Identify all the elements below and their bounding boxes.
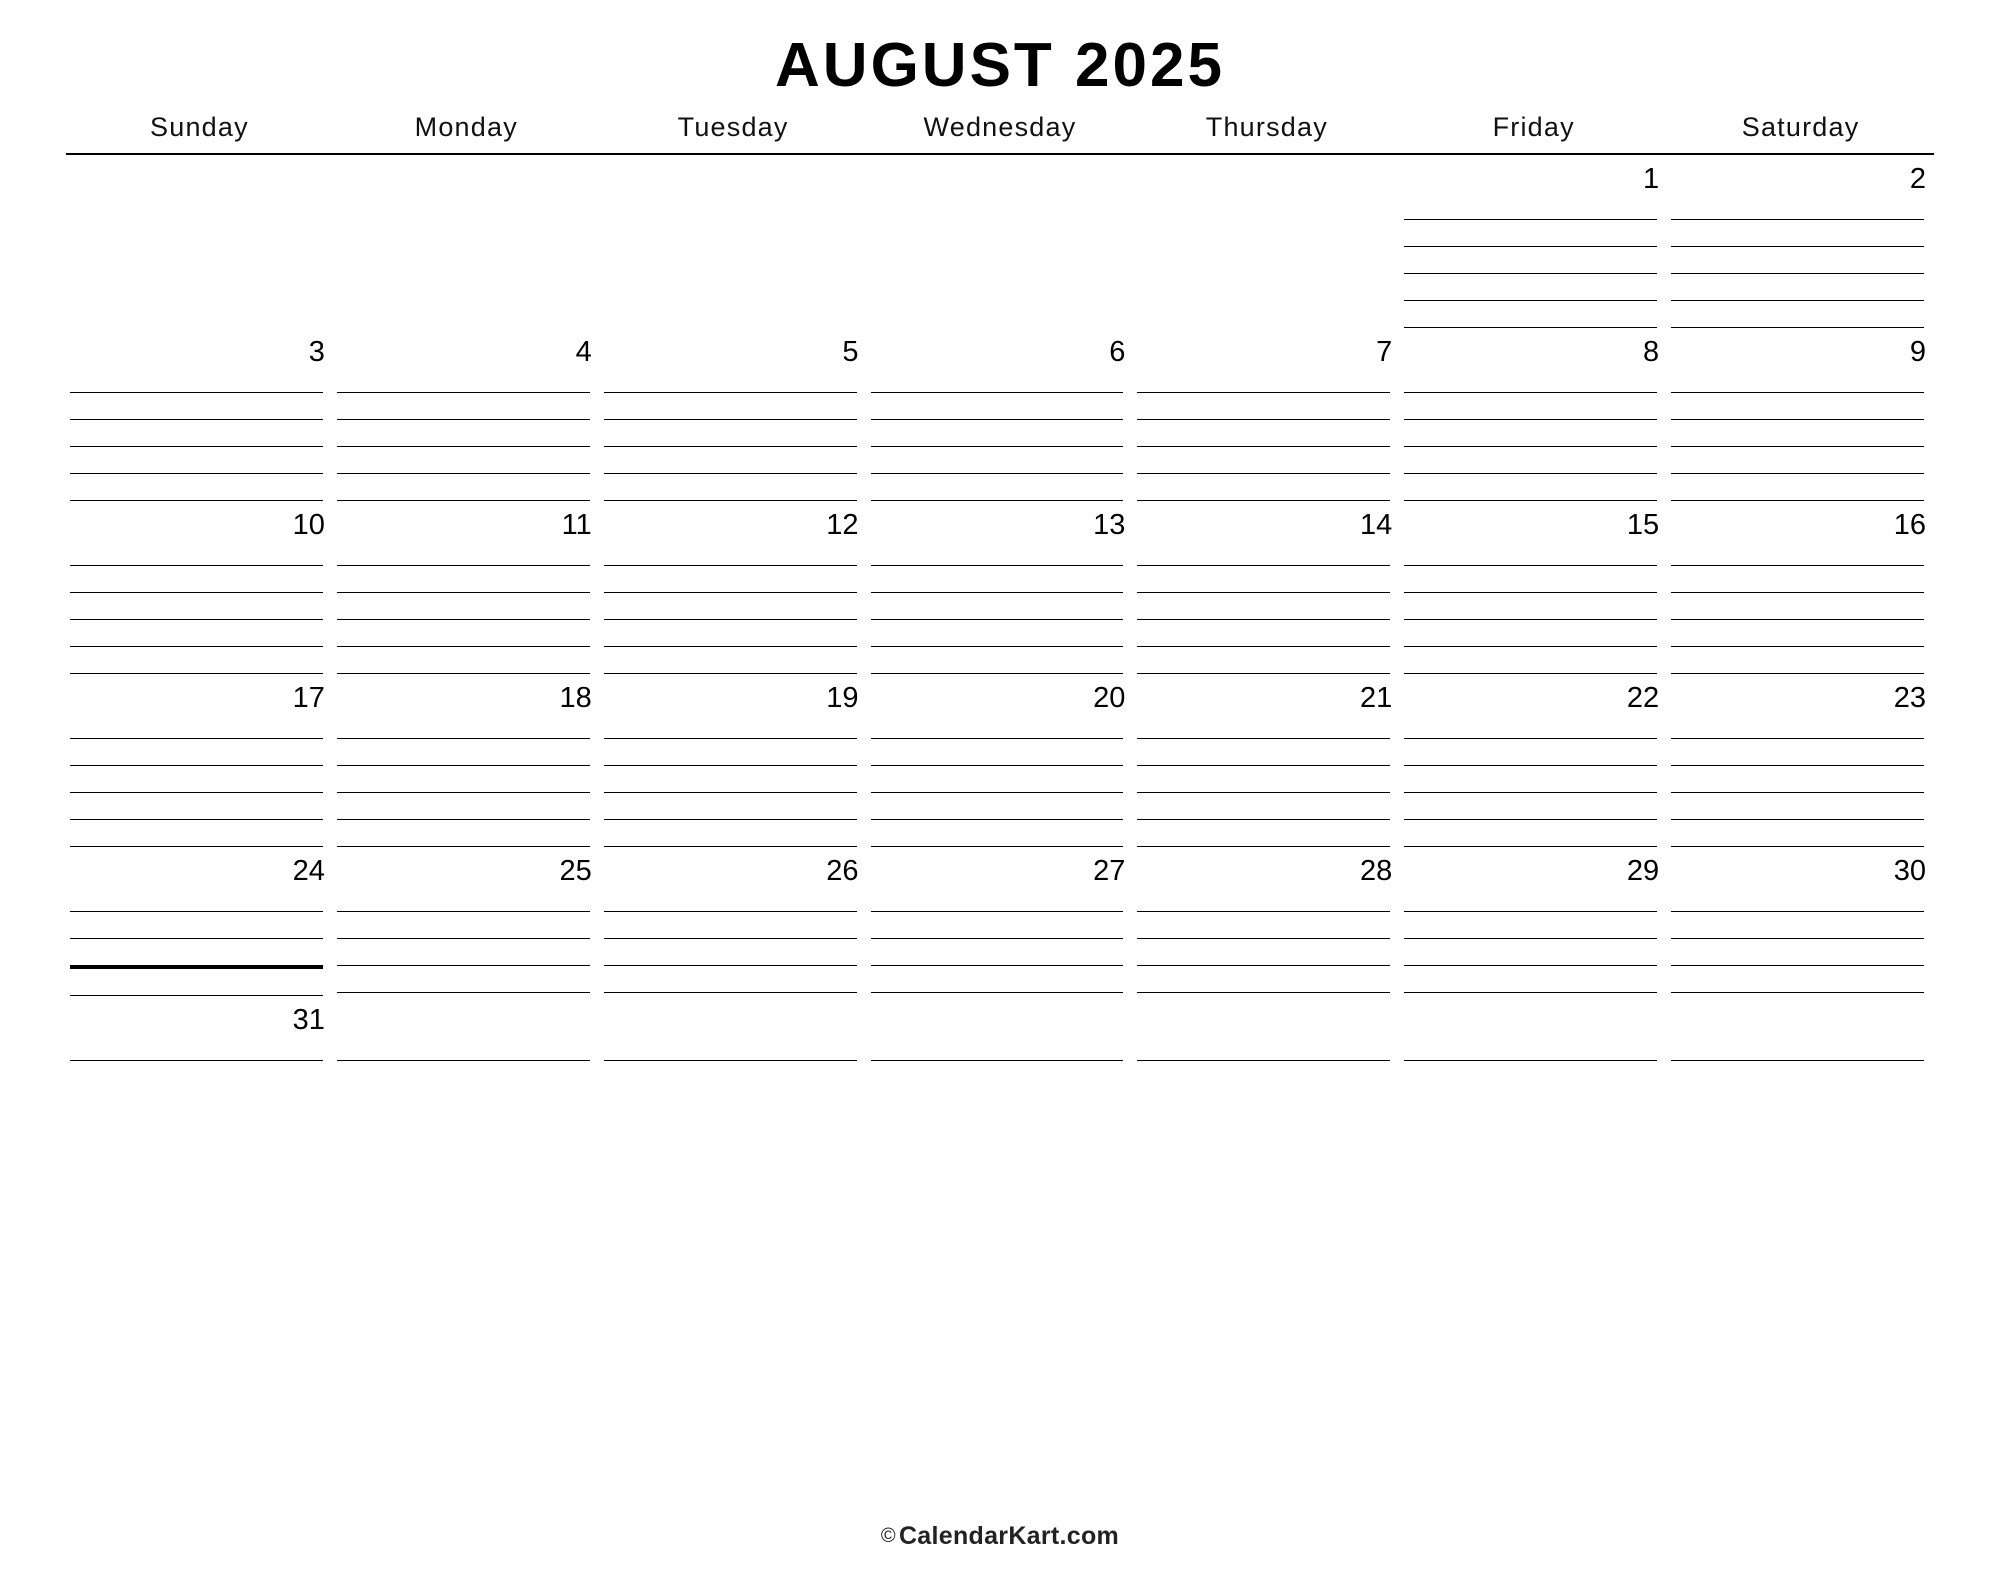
note-line[interactable] <box>1404 474 1657 501</box>
note-line[interactable] <box>1671 447 1924 474</box>
note-lines[interactable] <box>1133 885 1400 993</box>
calendar-day-cell[interactable] <box>1400 674 1667 847</box>
note-line[interactable] <box>70 793 323 820</box>
note-line[interactable] <box>1137 885 1390 912</box>
calendar-day-cell[interactable] <box>333 501 600 674</box>
note-lines[interactable] <box>1400 885 1667 993</box>
weekday-monday: Monday <box>414 112 518 143</box>
note-line[interactable] <box>337 739 590 766</box>
calendar-day-cell-empty[interactable] <box>867 155 1134 328</box>
calendar-day-cell[interactable] <box>1400 328 1667 501</box>
day-number: 16 <box>1893 509 1926 542</box>
note-line[interactable] <box>1404 447 1657 474</box>
note-line[interactable] <box>1137 620 1390 647</box>
calendar-day-cell[interactable] <box>66 674 333 847</box>
note-line[interactable] <box>604 393 857 420</box>
note-lines[interactable] <box>867 1034 1134 1061</box>
calendar-week-row <box>66 155 1934 328</box>
note-lines[interactable] <box>1667 1034 1934 1061</box>
note-line[interactable] <box>70 647 323 674</box>
note-lines[interactable] <box>1133 366 1400 501</box>
note-lines[interactable] <box>1400 1034 1667 1061</box>
note-line[interactable] <box>1137 393 1390 420</box>
calendar-day-cell[interactable] <box>333 847 600 996</box>
note-lines[interactable] <box>1133 539 1400 674</box>
note-line[interactable] <box>337 447 590 474</box>
note-line[interactable] <box>337 939 590 966</box>
note-line[interactable] <box>1404 912 1657 939</box>
day-number: 13 <box>1093 509 1126 542</box>
calendar-day-cell[interactable] <box>1667 501 1934 674</box>
weekday-saturday: Saturday <box>1741 112 1860 143</box>
note-line[interactable] <box>604 939 857 966</box>
calendar-day-cell[interactable] <box>1400 847 1667 996</box>
day-number: 15 <box>1626 509 1660 542</box>
note-line[interactable] <box>604 620 857 647</box>
day-number: 20 <box>1093 682 1126 715</box>
note-line[interactable] <box>604 539 857 566</box>
calendar-day-cell[interactable] <box>333 674 600 847</box>
note-line[interactable] <box>1671 593 1924 620</box>
calendar-day-cell-empty[interactable] <box>867 996 1134 1126</box>
note-line[interactable] <box>337 593 590 620</box>
note-line[interactable] <box>604 966 857 993</box>
note-line[interactable] <box>1404 712 1657 739</box>
calendar-day-cell-empty[interactable] <box>1667 996 1934 1126</box>
calendar-page <box>0 32 2000 1577</box>
day-number: 23 <box>1893 682 1926 715</box>
note-lines[interactable] <box>333 885 600 993</box>
note-line[interactable] <box>337 539 590 566</box>
note-line[interactable] <box>1671 366 1924 393</box>
calendar-day-cell[interactable] <box>867 674 1134 847</box>
note-line[interactable] <box>1137 766 1390 793</box>
day-number: 8 <box>1643 336 1660 369</box>
note-lines[interactable] <box>333 712 600 847</box>
day-number: 10 <box>292 509 325 542</box>
day-number: 17 <box>292 682 325 715</box>
note-line[interactable] <box>337 966 590 993</box>
note-line[interactable] <box>1137 566 1390 593</box>
calendar-day-cell[interactable] <box>1667 674 1934 847</box>
calendar-day-cell-empty[interactable] <box>1133 996 1400 1126</box>
note-line[interactable] <box>1404 885 1657 912</box>
note-line[interactable] <box>871 447 1124 474</box>
day-number: 11 <box>561 509 592 542</box>
calendar-day-cell-empty[interactable] <box>600 155 867 328</box>
note-line[interactable] <box>1404 1034 1657 1061</box>
note-line[interactable] <box>70 969 323 996</box>
note-line[interactable] <box>604 793 857 820</box>
note-line[interactable] <box>337 566 590 593</box>
note-line[interactable] <box>871 766 1124 793</box>
weekday-wednesday: Wednesday <box>923 112 1077 143</box>
note-line[interactable] <box>1404 301 1657 328</box>
note-line[interactable] <box>1137 447 1390 474</box>
note-lines[interactable] <box>1667 366 1934 501</box>
calendar-day-cell[interactable] <box>1667 328 1934 501</box>
note-line[interactable] <box>604 593 857 620</box>
note-line[interactable] <box>871 939 1124 966</box>
weekday-thursday: Thursday <box>1205 112 1328 143</box>
note-lines[interactable] <box>1400 539 1667 674</box>
note-line[interactable] <box>70 620 323 647</box>
weekday-header-row <box>66 104 1934 155</box>
note-line[interactable] <box>1137 593 1390 620</box>
note-line[interactable] <box>70 712 323 739</box>
note-line[interactable] <box>1671 420 1924 447</box>
note-line[interactable] <box>1404 647 1657 674</box>
note-line[interactable] <box>871 620 1124 647</box>
note-line[interactable] <box>1137 539 1390 566</box>
note-lines[interactable] <box>1400 193 1667 328</box>
day-number: 28 <box>1360 855 1393 888</box>
note-line[interactable] <box>70 1034 323 1061</box>
note-line[interactable] <box>1404 966 1657 993</box>
note-line[interactable] <box>604 1034 857 1061</box>
note-line[interactable] <box>1137 912 1390 939</box>
note-lines[interactable] <box>1133 712 1400 847</box>
calendar-day-cell[interactable] <box>1133 501 1400 674</box>
note-line[interactable] <box>1137 966 1390 993</box>
note-line[interactable] <box>871 1034 1124 1061</box>
note-line[interactable] <box>1404 274 1657 301</box>
calendar-week-row <box>66 328 1934 501</box>
note-line[interactable] <box>1671 220 1924 247</box>
note-line[interactable] <box>1137 712 1390 739</box>
note-line[interactable] <box>70 885 323 912</box>
note-line[interactable] <box>604 474 857 501</box>
note-line[interactable] <box>337 820 590 847</box>
note-line[interactable] <box>1137 820 1390 847</box>
note-line[interactable] <box>871 539 1124 566</box>
calendar-day-cell[interactable] <box>600 847 867 996</box>
day-number: 25 <box>559 855 592 888</box>
note-line[interactable] <box>604 447 857 474</box>
calendar-day-cell[interactable] <box>867 847 1134 996</box>
note-lines[interactable] <box>1667 539 1934 674</box>
day-number: 5 <box>842 336 859 369</box>
footer-branding <box>0 1522 2000 1551</box>
note-line[interactable] <box>604 766 857 793</box>
day-number: 18 <box>559 682 592 715</box>
note-line[interactable] <box>1671 793 1924 820</box>
note-line[interactable] <box>1671 739 1924 766</box>
note-line[interactable] <box>604 885 857 912</box>
note-line[interactable] <box>1404 620 1657 647</box>
note-lines[interactable] <box>867 712 1134 847</box>
day-number: 30 <box>1893 855 1926 888</box>
note-line[interactable] <box>337 474 590 501</box>
note-line[interactable] <box>871 793 1124 820</box>
note-line[interactable] <box>1404 820 1657 847</box>
note-line[interactable] <box>1671 193 1924 220</box>
note-line[interactable] <box>604 912 857 939</box>
note-line[interactable] <box>1404 247 1657 274</box>
calendar-day-cell[interactable] <box>333 328 600 501</box>
calendar-day-cell[interactable] <box>1133 328 1400 501</box>
note-line[interactable] <box>871 366 1124 393</box>
calendar-day-cell-empty[interactable] <box>333 155 600 328</box>
calendar-day-cell-empty[interactable] <box>66 155 333 328</box>
note-line[interactable] <box>871 393 1124 420</box>
note-line[interactable] <box>337 366 590 393</box>
note-line[interactable] <box>1137 474 1390 501</box>
note-line[interactable] <box>70 739 323 766</box>
note-line[interactable] <box>871 912 1124 939</box>
calendar-day-cell-empty[interactable] <box>333 996 600 1126</box>
note-line[interactable] <box>1671 247 1924 274</box>
note-line[interactable] <box>70 420 323 447</box>
note-line[interactable] <box>871 966 1124 993</box>
day-number: 26 <box>826 855 859 888</box>
note-line[interactable] <box>604 739 857 766</box>
calendar-day-cell[interactable] <box>1667 847 1934 996</box>
day-number: 22 <box>1626 682 1660 715</box>
day-number: 24 <box>292 855 325 888</box>
calendar-week-row <box>66 847 1934 996</box>
day-number: 19 <box>826 682 859 715</box>
calendar-day-cell[interactable] <box>66 328 333 501</box>
note-line[interactable] <box>871 739 1124 766</box>
note-line[interactable] <box>1404 793 1657 820</box>
calendar-day-cell-empty[interactable] <box>1133 155 1400 328</box>
day-number: 7 <box>1376 336 1393 369</box>
note-line[interactable] <box>70 447 323 474</box>
note-line[interactable] <box>70 474 323 501</box>
note-line[interactable] <box>1671 766 1924 793</box>
note-line[interactable] <box>604 712 857 739</box>
day-number: 29 <box>1626 855 1660 888</box>
note-line[interactable] <box>337 420 590 447</box>
day-number: 14 <box>1360 509 1393 542</box>
note-line[interactable] <box>871 566 1124 593</box>
day-number: 3 <box>308 336 325 369</box>
note-line[interactable] <box>337 766 590 793</box>
note-lines[interactable] <box>1667 712 1934 847</box>
calendar-day-cell[interactable] <box>1400 155 1667 328</box>
note-lines[interactable] <box>66 366 333 501</box>
note-line[interactable] <box>871 712 1124 739</box>
note-line[interactable] <box>871 820 1124 847</box>
note-line[interactable] <box>871 474 1124 501</box>
note-lines[interactable] <box>333 366 600 501</box>
note-line[interactable] <box>337 620 590 647</box>
day-number: 1 <box>1643 163 1660 196</box>
note-line[interactable] <box>1137 739 1390 766</box>
note-line[interactable] <box>604 647 857 674</box>
note-lines[interactable] <box>600 712 867 847</box>
note-line[interactable] <box>1671 566 1924 593</box>
note-line[interactable] <box>604 366 857 393</box>
note-line[interactable] <box>70 593 323 620</box>
note-line[interactable] <box>1137 647 1390 674</box>
note-line[interactable] <box>1671 966 1924 993</box>
calendar-day-cell-empty[interactable] <box>1400 996 1667 1126</box>
note-line[interactable] <box>1671 885 1924 912</box>
note-line[interactable] <box>70 912 323 939</box>
note-lines[interactable] <box>66 885 333 996</box>
note-line[interactable] <box>70 393 323 420</box>
note-lines[interactable] <box>867 366 1134 501</box>
note-line[interactable] <box>604 820 857 847</box>
day-number: 6 <box>1109 336 1126 369</box>
footer-site-name: CalendarKart.com <box>898 1522 1120 1550</box>
note-line[interactable] <box>1137 1034 1390 1061</box>
note-line[interactable] <box>871 885 1124 912</box>
note-line[interactable] <box>871 420 1124 447</box>
note-line[interactable] <box>604 420 857 447</box>
note-line[interactable] <box>1671 912 1924 939</box>
note-line[interactable] <box>337 712 590 739</box>
note-line[interactable] <box>70 539 323 566</box>
day-number: 9 <box>1909 336 1926 369</box>
note-lines[interactable] <box>867 885 1134 993</box>
day-number: 31 <box>292 1004 325 1037</box>
calendar-day-cell[interactable] <box>66 847 333 996</box>
calendar-week-row <box>66 501 1934 674</box>
note-line[interactable] <box>1137 420 1390 447</box>
note-lines[interactable] <box>333 539 600 674</box>
note-line[interactable] <box>1404 739 1657 766</box>
page-title: AUGUST 2025 <box>775 31 1225 100</box>
calendar-day-cell[interactable] <box>66 501 333 674</box>
note-line[interactable] <box>1137 366 1390 393</box>
note-lines[interactable] <box>1667 885 1934 993</box>
note-line[interactable] <box>70 939 323 969</box>
note-line[interactable] <box>1404 766 1657 793</box>
weekday-friday: Friday <box>1492 112 1575 143</box>
note-line[interactable] <box>337 912 590 939</box>
note-line[interactable] <box>70 820 323 847</box>
calendar-grid <box>66 104 1934 1126</box>
note-line[interactable] <box>1671 712 1924 739</box>
weekday-sunday: Sunday <box>150 112 249 143</box>
note-lines[interactable] <box>1133 1034 1400 1061</box>
note-line[interactable] <box>1404 193 1657 220</box>
note-lines[interactable] <box>600 1034 867 1061</box>
day-number: 12 <box>826 509 859 542</box>
note-lines[interactable] <box>600 885 867 993</box>
note-line[interactable] <box>1404 593 1657 620</box>
note-line[interactable] <box>1404 393 1657 420</box>
calendar-day-cell[interactable] <box>1667 155 1934 328</box>
note-line[interactable] <box>1137 939 1390 966</box>
calendar-week-row <box>66 996 1934 1126</box>
note-line[interactable] <box>70 366 323 393</box>
note-line[interactable] <box>871 593 1124 620</box>
calendar-day-cell[interactable] <box>600 328 867 501</box>
note-lines[interactable] <box>66 539 333 674</box>
note-line[interactable] <box>1671 647 1924 674</box>
weekday-tuesday: Tuesday <box>677 112 789 143</box>
note-line[interactable] <box>1404 539 1657 566</box>
calendar-day-cell-empty[interactable] <box>600 996 867 1126</box>
copyright-icon: © <box>880 1525 896 1547</box>
note-line[interactable] <box>1404 939 1657 966</box>
note-line[interactable] <box>1671 939 1924 966</box>
note-line[interactable] <box>1404 420 1657 447</box>
note-line[interactable] <box>337 647 590 674</box>
day-number: 4 <box>575 336 592 369</box>
note-lines[interactable] <box>66 712 333 847</box>
calendar-day-cell[interactable] <box>867 328 1134 501</box>
note-lines[interactable] <box>1400 366 1667 501</box>
note-line[interactable] <box>1137 793 1390 820</box>
note-line[interactable] <box>70 766 323 793</box>
note-lines[interactable] <box>333 1034 600 1061</box>
note-line[interactable] <box>337 1034 590 1061</box>
note-line[interactable] <box>1671 620 1924 647</box>
day-number: 2 <box>1909 163 1926 196</box>
note-line[interactable] <box>1404 220 1657 247</box>
calendar-day-cell[interactable] <box>1133 674 1400 847</box>
calendar-day-cell[interactable] <box>867 501 1134 674</box>
note-line[interactable] <box>871 647 1124 674</box>
calendar-week-row <box>66 674 1934 847</box>
calendar-day-cell[interactable] <box>1400 501 1667 674</box>
note-line[interactable] <box>1671 820 1924 847</box>
note-line[interactable] <box>1671 301 1924 328</box>
calendar-day-cell[interactable] <box>1133 847 1400 996</box>
note-line[interactable] <box>70 566 323 593</box>
note-lines[interactable] <box>1667 193 1934 328</box>
note-line[interactable] <box>604 566 857 593</box>
day-number: 21 <box>1360 682 1393 715</box>
note-line[interactable] <box>1671 274 1924 301</box>
note-lines[interactable] <box>600 366 867 501</box>
note-line[interactable] <box>1671 393 1924 420</box>
note-line[interactable] <box>1671 474 1924 501</box>
day-number: 27 <box>1093 855 1126 888</box>
calendar-day-cell[interactable] <box>66 996 333 1126</box>
note-lines[interactable] <box>867 539 1134 674</box>
note-line[interactable] <box>1671 1034 1924 1061</box>
note-line[interactable] <box>337 793 590 820</box>
calendar-day-cell[interactable] <box>600 501 867 674</box>
note-lines[interactable] <box>600 539 867 674</box>
note-line[interactable] <box>337 393 590 420</box>
note-line[interactable] <box>1404 566 1657 593</box>
note-line[interactable] <box>1671 539 1924 566</box>
calendar-day-cell[interactable] <box>600 674 867 847</box>
note-line[interactable] <box>337 885 590 912</box>
note-line[interactable] <box>1404 366 1657 393</box>
calendar-weeks <box>66 155 1934 1126</box>
note-lines[interactable] <box>1400 712 1667 847</box>
